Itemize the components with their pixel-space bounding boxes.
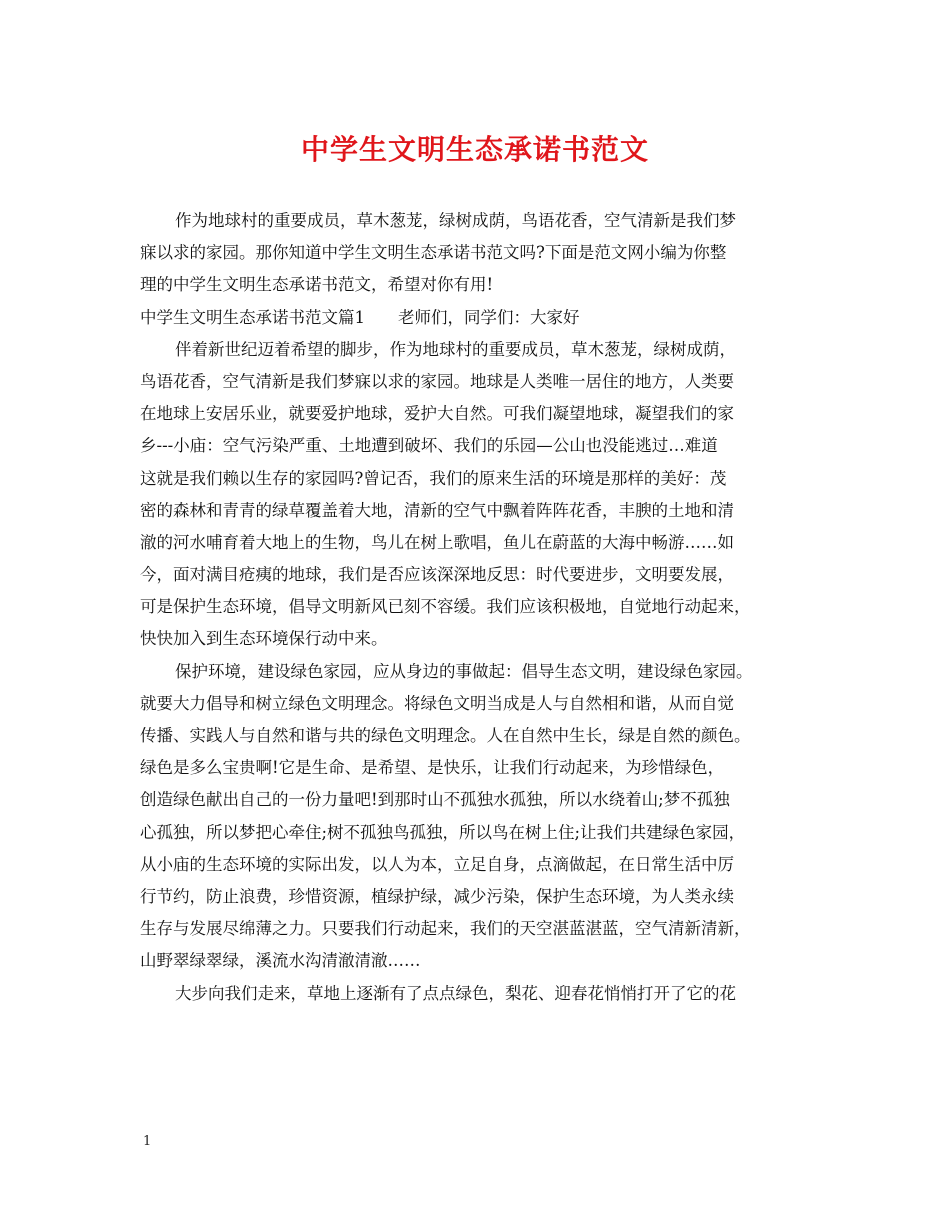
page-number: 1 bbox=[143, 1134, 152, 1149]
text-line: 澈的河水哺育着大地上的生物，鸟儿在树上歌唱，鱼儿在蔚蓝的大海中畅游……如 bbox=[140, 532, 734, 552]
text-line: 作为地球村的重要成员，草木葱茏，绿树成荫，鸟语花香，空气清新是我们梦 bbox=[175, 211, 736, 230]
text-line: 伴着新世纪迈着希望的脚步，作为地球村的重要成员，草木葱茏，绿树成荫， bbox=[175, 339, 736, 359]
text-line: 这就是我们赖以生存的家园吗?曾记否，我们的原来生活的环境是那样的美好：茂 bbox=[140, 468, 727, 488]
text-line: 在地球上安居乐业，就要爱护地球，爱护大自然。可我们凝望地球，凝望我们的家 bbox=[140, 404, 734, 424]
text-line: 创造绿色献出自己的一份力量吧!到那时山不孤独水孤独，所以水绕着山;梦不孤独 bbox=[140, 790, 730, 810]
text-line: 快快加入到生态环境保行动中来。 bbox=[140, 629, 388, 649]
text-line: 就要大力倡导和树立绿色文明理念。将绿色文明当成是人与自然相和谐，从而自觉 bbox=[140, 693, 734, 713]
text-line: 密的森林和青青的绿草覆盖着大地，清新的空气中飘着阵阵花香，丰腴的土地和清 bbox=[140, 500, 734, 520]
text-line: 行节约，防止浪费，珍惜资源，植绿护绿，减少污染，保护生态环境，为人类永续 bbox=[140, 886, 734, 906]
text-line: 生存与发展尽绵薄之力。只要我们行动起来，我们的天空湛蓝湛蓝，空气清新清新， bbox=[140, 919, 751, 939]
document-title: 中学生文明生态承诺书范文 bbox=[300, 133, 649, 166]
text-line: 鸟语花香，空气清新是我们梦寐以求的家园。地球是人类唯一居住的地方，人类要 bbox=[140, 371, 734, 391]
text-line: 心孤独，所以梦把心牵住;树不孤独鸟孤独，所以鸟在树上住;让我们共建绿色家园， bbox=[140, 822, 746, 842]
text-line: 乡---小庙：空气污染严重、土地遭到破坏、我们的乐园—公山也没能逃过…难道 bbox=[140, 436, 718, 456]
text-line: 今，面对满目疮痍的地球，我们是否应该深深地反思：时代要进步，文明要发展， bbox=[140, 565, 734, 585]
text-line: 寐以求的家园。那你知道中学生文明生态承诺书范文吗?下面是范文网小编为你整 bbox=[140, 243, 727, 263]
text-line: 从小庙的生态环境的实际出发，以人为本，立足自身，点滴做起，在日常生活中厉 bbox=[140, 854, 734, 874]
text-line: 保护环境，建设绿色家园，应从身边的事做起：倡导生态文明，建设绿色家园。 bbox=[175, 661, 753, 681]
text-line: 理的中学生文明生态承诺书范文，希望对你有用! bbox=[140, 275, 494, 295]
section-heading-line: 中学生文明生态承诺书范文篇1 老师们，同学们：大家好 bbox=[140, 307, 580, 327]
document-body bbox=[140, 205, 828, 1010]
text-line: 大步向我们走来，草地上逐渐有了点点绿色，梨花、迎春花悄悄打开了它的花 bbox=[175, 983, 736, 1003]
text-line: 可是保护生态环境，倡导文明新风已刻不容缓。我们应该积极地，自觉地行动起来， bbox=[140, 597, 751, 617]
text-line: 传播、实践人与自然和谐与共的绿色文明理念。人在自然中生长，绿是自然的颜色。 bbox=[140, 726, 751, 745]
text-line: 绿色是多么宝贵啊!它是生命、是希望、是快乐，让我们行动起来，为珍惜绿色， bbox=[140, 758, 725, 778]
text-line: 山野翠绿翠绿，溪流水沟清澈清澈…… bbox=[140, 951, 421, 971]
